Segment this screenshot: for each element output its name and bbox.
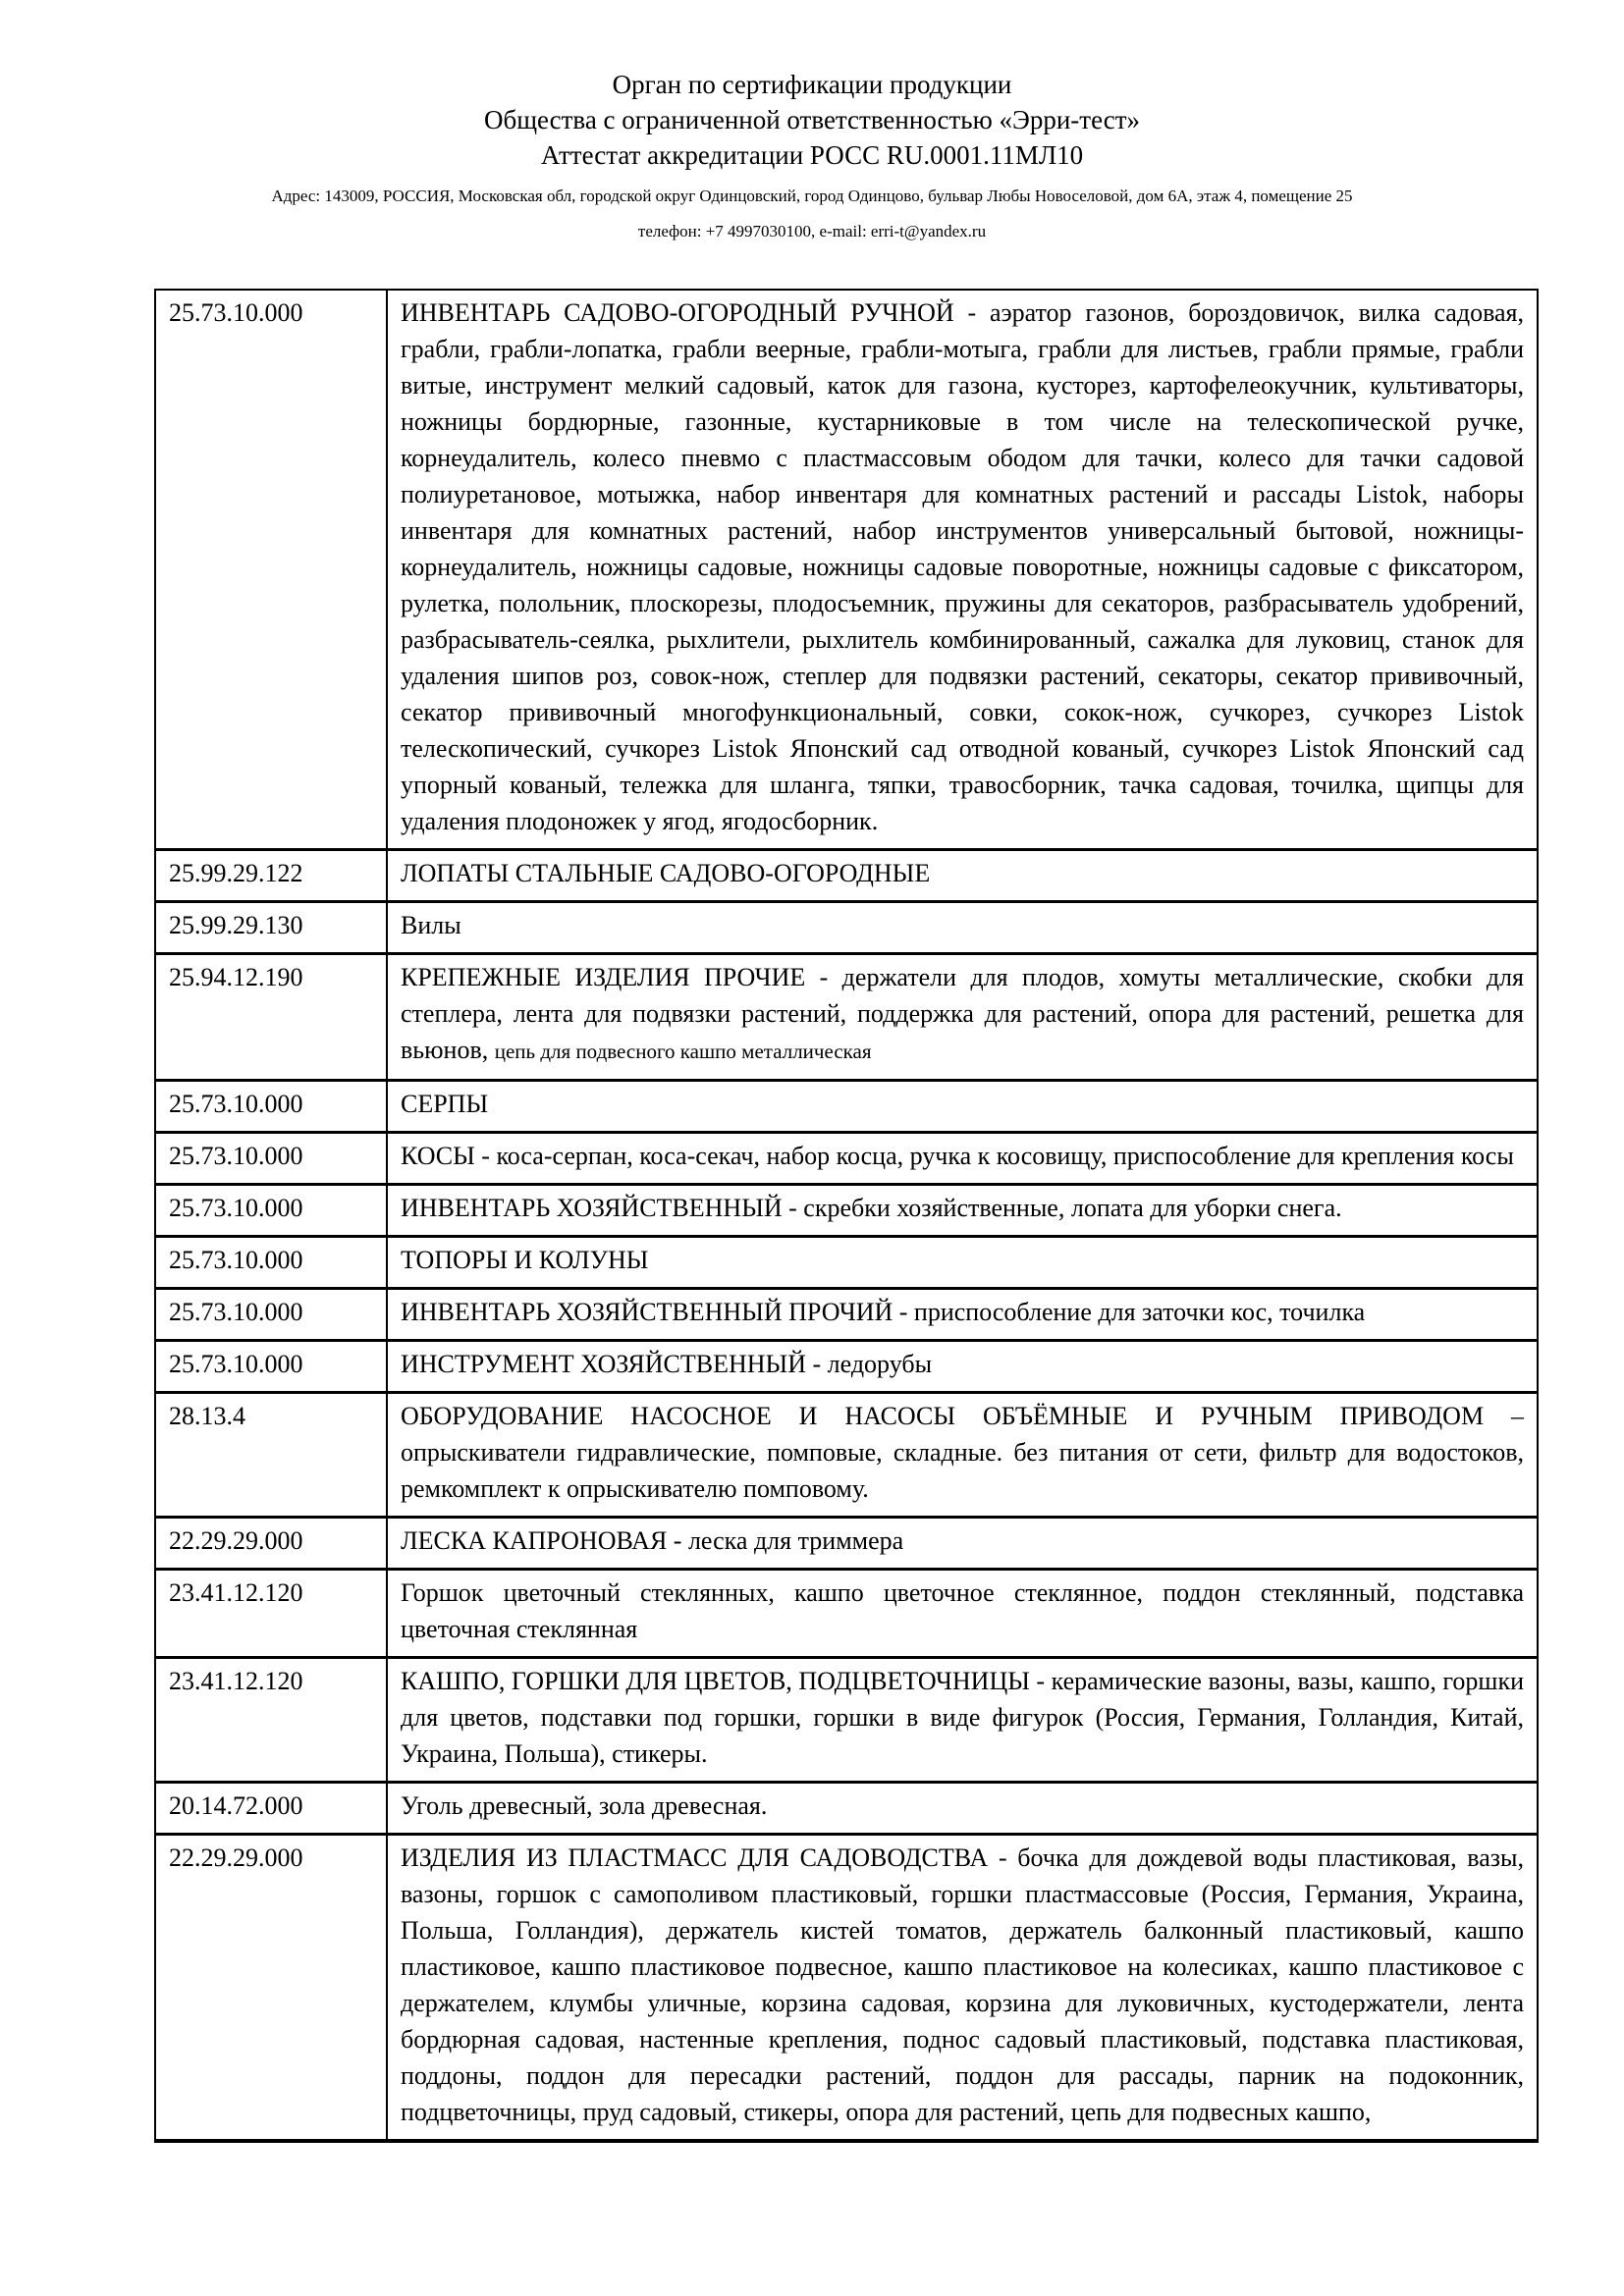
- product-description: [387, 954, 1538, 1081]
- product-description: [387, 1133, 1538, 1185]
- org-address: Адрес: 143009, РОССИЯ, Московская обл, городской округ Одинцовский, город Одинцово, бульвар Любы Новоселовой, дом 6А, этаж 4, помещение 25: [271, 187, 1353, 205]
- product-description: [387, 1289, 1538, 1341]
- table-row: [155, 1133, 1538, 1185]
- description-segment: ОБОРУДОВАНИЕ НАСОСНОЕ И НАСОСЫ ОБЪЁМНЫЕ И РУЧНЫМ ПРИВОДОМ – опрыскиватели гидравлические, помповые, складные. без питания от сети, фильтр для водостоков, ремкомплект к опрыскивателю помповому.: [401, 1402, 1524, 1503]
- description-segment: ЛЕСКА КАПРОНОВАЯ - леска для триммера: [401, 1526, 904, 1555]
- product-code: 22.29.29.000: [155, 1835, 387, 2142]
- description-segment: ИНВЕНТАРЬ САДОВО-ОГОРОДНЫЙ РУЧНОЙ - аэратор газонов, бороздовичок, вилка садовая, грабли, грабли-лопатка, грабли веерные, грабли-мотыга, грабли для листьев, грабли прямые, грабли витые, инструмент мелкий садовый, каток для газона, кусторез, картофелеокучник, культиваторы, ножницы бордюрные, газонные, кустарниковые в том числе на телескопической ручке, корнеудалитель, колесо пневмо с пластмассовым ободом для тачки, колесо для тачки садовой полиуретановое, мотыжка, набор инвентаря для комнатных растений и рассады Listok, наборы инвентаря для комнатных растений, набор инструментов универсальный бытовой, ножницы-корнеудалитель, ножницы садовые, ножницы садовые поворотные, ножницы садовые с фиксатором, рулетка, полольник, плоскорезы, плодосъемник, пружины для секаторов, разбрасыватель удобрений, разбрасыватель-сеялка, рыхлители, рыхлитель комбинированный, сажалка для луковиц, станок для удаления шипов роз, совок-нож, степлер для подвязки растений, секаторы, секатор прививочный, секатор прививочный многофункциональный, совки, сокок-нож, сучкорез, сучкорез Listok телескопический, сучкорез Listok Японский сад отводной кованый, сучкорез Listok Японский сад упорный кованый, тележка для шланга, тяпки, травосборник, тачка садовая, точилка, щипцы для удаления плодоножек у ягод, ягодосборник.: [401, 298, 1524, 835]
- description-segment: КОСЫ - коса-серпан, коса-секач, набор косца, ручка к косовищу, приспособление для крепления косы: [401, 1142, 1514, 1170]
- product-code: 23.41.12.120: [155, 1658, 387, 1783]
- org-contacts: телефон: +7 4997030100, e-mail: erri-t@yandex.ru: [637, 222, 987, 240]
- org-title-line2: Общества с ограниченной ответственностью «Эрри-тест»: [483, 105, 1141, 134]
- product-code: 25.73.10.000: [155, 1185, 387, 1237]
- description-segment: ИНВЕНТАРЬ ХОЗЯЙСТВЕННЫЙ - скребки хозяйственные, лопата для уборки снега.: [401, 1194, 1342, 1222]
- table-row: [155, 1237, 1538, 1289]
- table-row: [155, 290, 1538, 850]
- accreditation-line: Аттестат аккредитации РОСС RU.0001.11МЛ10: [540, 140, 1084, 170]
- product-code: 28.13.4: [155, 1393, 387, 1518]
- product-code: 25.73.10.000: [155, 1133, 387, 1185]
- table-row: [155, 1835, 1538, 2142]
- product-table-body: [155, 290, 1538, 2141]
- table-row: [155, 954, 1538, 1081]
- product-description: [387, 1185, 1538, 1237]
- table-row: [155, 1341, 1538, 1393]
- table-row: [155, 1658, 1538, 1783]
- table-row: [155, 1185, 1538, 1237]
- description-segment: Уголь древесный, зола древесная.: [401, 1791, 768, 1820]
- product-description: [387, 1518, 1538, 1570]
- table-row: [155, 1570, 1538, 1658]
- description-segment: ИНВЕНТАРЬ ХОЗЯЙСТВЕННЫЙ ПРОЧИЙ - приспособление для заточки кос, точилка: [401, 1298, 1366, 1326]
- product-description: [387, 1393, 1538, 1518]
- product-code: 25.73.10.000: [155, 290, 387, 850]
- product-description: [387, 850, 1538, 902]
- product-code: 25.73.10.000: [155, 1237, 387, 1289]
- description-segment: цепь для подвесного кашпо металлическая: [494, 1040, 872, 1063]
- product-description: [387, 1658, 1538, 1783]
- description-segment: СЕРПЫ: [401, 1090, 489, 1118]
- table-row: [155, 850, 1538, 902]
- table-row: [155, 1518, 1538, 1570]
- product-description: [387, 1570, 1538, 1658]
- product-table: [154, 289, 1539, 2143]
- product-code: 20.14.72.000: [155, 1783, 387, 1835]
- product-code: 23.41.12.120: [155, 1570, 387, 1658]
- description-segment: Вилы: [401, 911, 461, 939]
- description-segment: ИЗДЕЛИЯ ИЗ ПЛАСТМАСС ДЛЯ САДОВОДСТВА - бочка для дождевой воды пластиковая, вазы, вазоны, горшок с самополивом пластиковый, горшки пластмассовые (Россия, Германия, Украина, Польша, Голландия), держатель кистей томатов, держатель балконный пластиковый, кашпо пластиковое, кашпо пластиковое подвесное, кашпо пластиковое на колесиках, кашпо пластиковое с держателем, клумбы уличные, корзина садовая, корзина для луковичных, кустодержатели, лента бордюрная садовая, настенные крепления, поднос садовый пластиковый, подставка пластиковая, поддоны, поддон для пересадки растений, поддон для рассады, парник на подоконник, подцветочницы, пруд садовый, стикеры, опора для растений, цепь для подвесных кашпо,: [401, 1843, 1524, 2126]
- product-code: 25.73.10.000: [155, 1289, 387, 1341]
- product-code: 22.29.29.000: [155, 1518, 387, 1570]
- product-description: [387, 1341, 1538, 1393]
- product-code: 25.94.12.190: [155, 954, 387, 1081]
- org-title-line1: Орган по сертификации продукции: [612, 70, 1012, 99]
- product-code: 25.73.10.000: [155, 1081, 387, 1133]
- description-segment: КРЕПЕЖНЫЕ ИЗДЕЛИЯ ПРОЧИЕ - держатели для плодов, хомуты металлические, скобки для степлера, лента для подвязки растений, поддержка для растений, опора для растений, решетка для вьюнов,: [401, 963, 1524, 1064]
- product-code: 25.99.29.122: [155, 850, 387, 902]
- table-row: [155, 1783, 1538, 1835]
- product-code: 25.99.29.130: [155, 902, 387, 954]
- product-description: [387, 1783, 1538, 1835]
- document-header: [0, 67, 1624, 243]
- product-description: [387, 902, 1538, 954]
- product-code: 25.73.10.000: [155, 1341, 387, 1393]
- description-segment: ИНСТРУМЕНТ ХОЗЯЙСТВЕННЫЙ - ледорубы: [401, 1350, 933, 1378]
- table-row: [155, 1289, 1538, 1341]
- table-row: [155, 1393, 1538, 1518]
- product-description: [387, 1081, 1538, 1133]
- table-row: [155, 1081, 1538, 1133]
- table-row: [155, 902, 1538, 954]
- description-segment: ТОПОРЫ И КОЛУНЫ: [401, 1246, 649, 1274]
- product-description: [387, 290, 1538, 850]
- product-description: [387, 1237, 1538, 1289]
- product-description: [387, 1835, 1538, 2142]
- description-segment: Горшок цветочный стеклянных, кашпо цветочное стеклянное, поддон стеклянный, подставка цветочная стеклянная: [401, 1578, 1524, 1643]
- description-segment: ЛОПАТЫ СТАЛЬНЫЕ САДОВО-ОГОРОДНЫЕ: [401, 859, 931, 887]
- description-segment: КАШПО, ГОРШКИ ДЛЯ ЦВЕТОВ, ПОДЦВЕТОЧНИЦЫ - керамические вазоны, вазы, кашпо, горшки для цветов, подставки под горшки, горшки в виде фигурок (Россия, Германия, Голландия, Китай, Украина, Польша), стикеры.: [401, 1667, 1524, 1768]
